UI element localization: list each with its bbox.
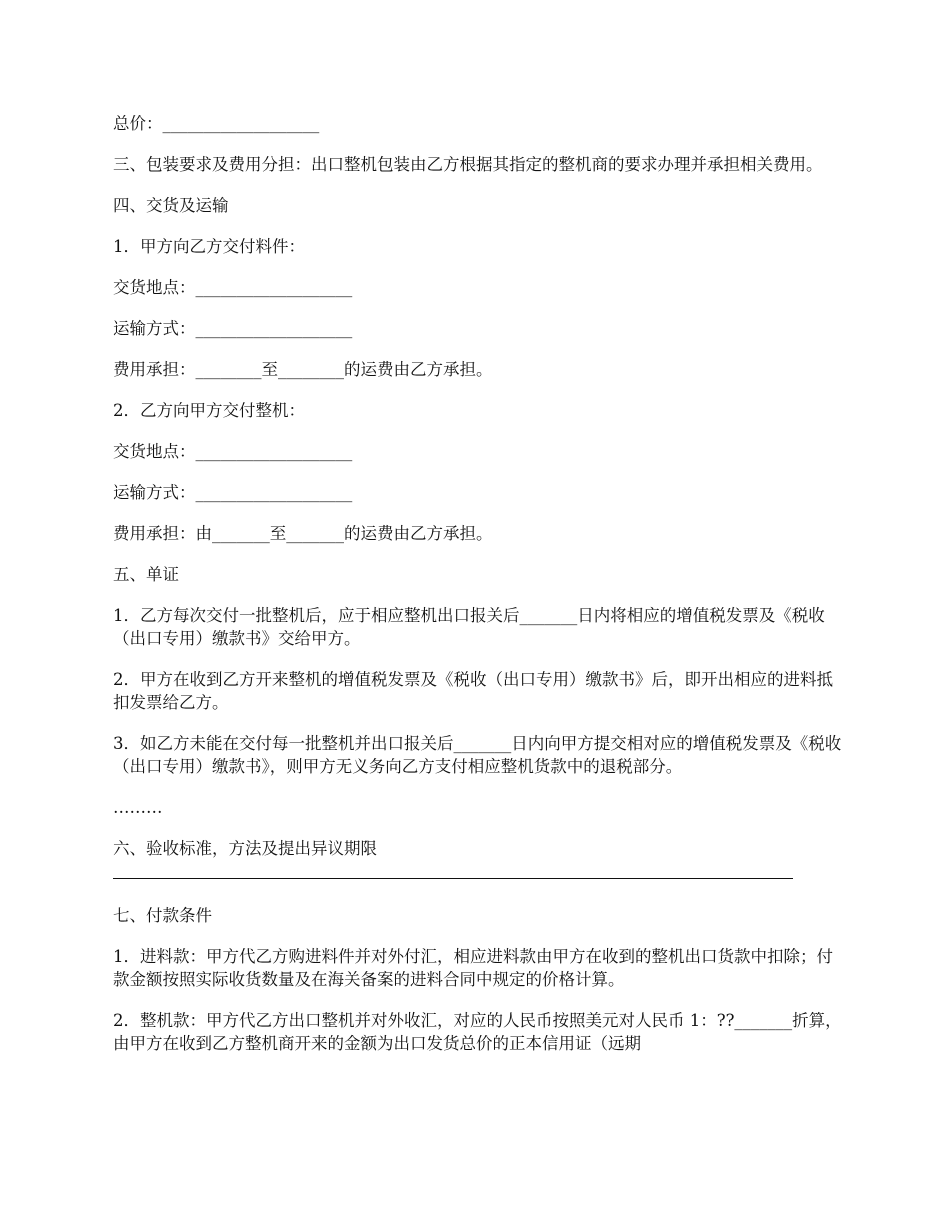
delivery-place-1: 交货地点：___________________	[113, 278, 353, 297]
ellipsis: ………	[113, 798, 163, 817]
item-5-3: 3．如乙方未能在交付每一批整机并出口报关后_______日内向甲方提交相对应的增值税发票及《税收（出口专用）缴款书》，则甲方无义务向乙方支付相应整机货款中的退税部分。	[113, 734, 842, 776]
cost-bearing-1: 费用承担：________至________的运费由乙方承担。	[113, 360, 493, 379]
item-4-1: 1．甲方向乙方交付料件：	[113, 237, 305, 256]
section-7-heading: 七、付款条件	[113, 906, 212, 925]
item-7-1: 1．进料款：甲方代乙方购进料件并对外付汇，相应进料款由甲方在收到的整机出口货款中扣除；付款金额按照实际收货数量及在海关备案的进料合同中规定的价格计算。	[113, 947, 833, 989]
section-3-packaging: 三、包装要求及费用分担：出口整机包装由乙方根据其指定的整机商的要求办理并承担相关费用。	[113, 155, 823, 174]
item-4-2: 2．乙方向甲方交付整机：	[113, 401, 305, 420]
item-5-1: 1．乙方每次交付一批整机后，应于相应整机出口报关后_______日内将相应的增值税发票及《税收（出口专用）缴款书》交给甲方。	[113, 606, 825, 648]
blank-fill-line	[113, 878, 793, 879]
transport-mode-1: 运输方式：___________________	[113, 319, 353, 338]
item-7-2: 2．整机款：甲方代乙方出口整机并对外收汇，对应的人民币按照美元对人民币 1：??_______折算，由甲方在收到乙方整机商开来的金额为出口发货总价的正本信用证（远期	[113, 1011, 842, 1053]
delivery-place-2: 交货地点：___________________	[113, 442, 353, 461]
section-5-heading: 五、单证	[113, 565, 179, 584]
total-price-line: 总价：___________________	[113, 114, 320, 133]
section-6-heading: 六、验收标准，方法及提出异议期限	[113, 839, 377, 858]
document-page	[113, 112, 843, 1073]
section-4-heading: 四、交货及运输	[113, 196, 229, 215]
cost-bearing-2: 费用承担：由_______至_______的运费由乙方承担。	[113, 524, 493, 543]
transport-mode-2: 运输方式：___________________	[113, 483, 353, 502]
item-5-2: 2．甲方在收到乙方开来整机的增值税发票及《税收（出口专用）缴款书》后，即开出相应的进料抵扣发票给乙方。	[113, 670, 833, 712]
